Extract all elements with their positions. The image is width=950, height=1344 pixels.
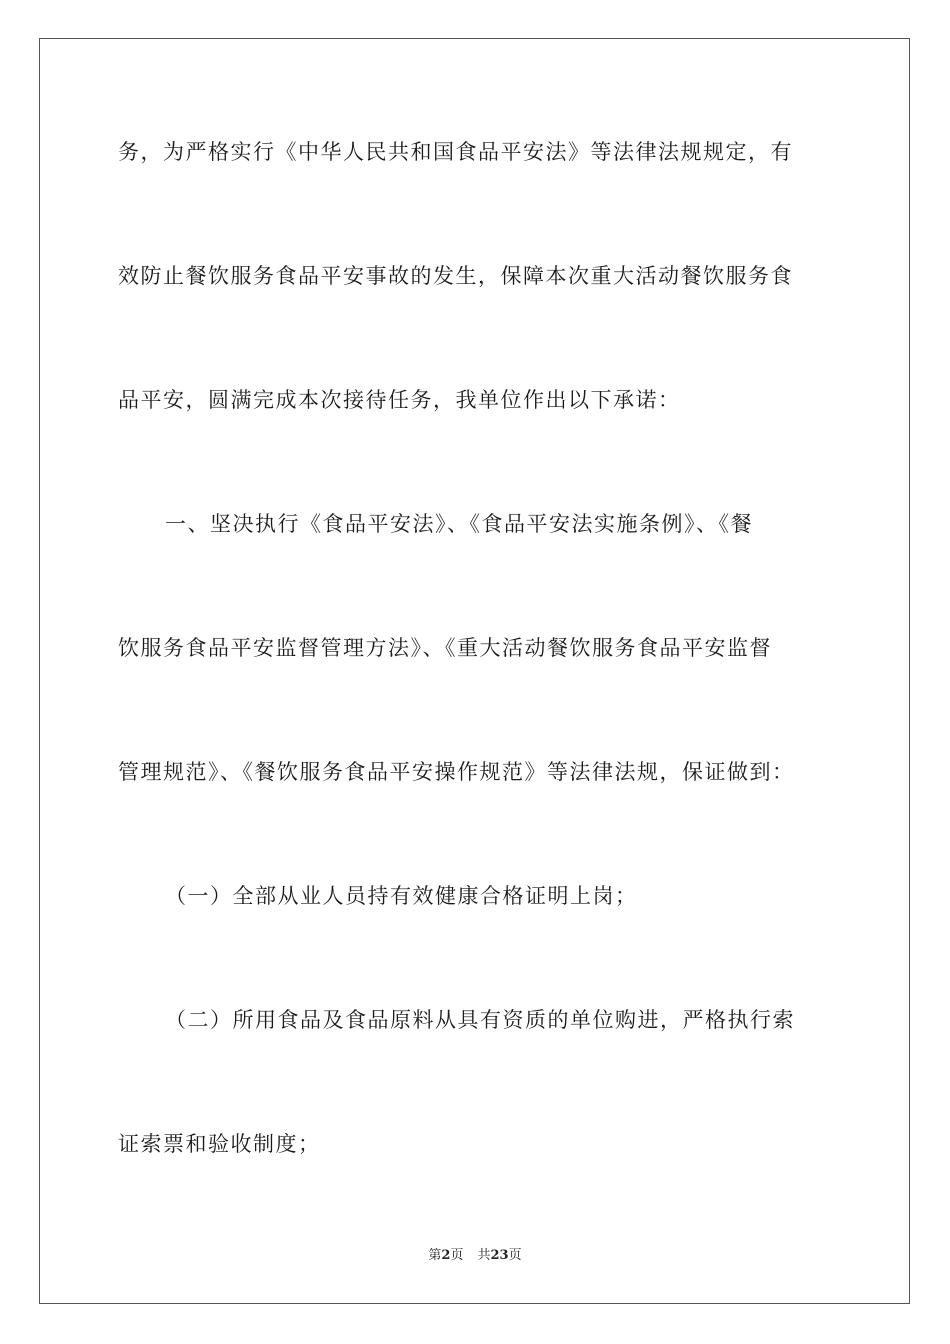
body-text-line-9: 证索票和验收制度； (118, 1132, 321, 1156)
body-text-line-7: （一）全部从业人员持有效健康合格证明上岗； (165, 884, 638, 908)
footer-total-prefix: 共 (477, 1248, 491, 1263)
footer-total-suffix: 页 (508, 1248, 522, 1263)
footer-page-prefix: 第 (428, 1248, 442, 1263)
body-text-line-8: （二）所用食品及食品原料从具有资质的单位购进，严格执行索 (165, 1008, 795, 1032)
footer-page-suffix: 页 (450, 1248, 464, 1263)
footer-page-number: 2 (441, 1248, 451, 1263)
footer-total-pages: 23 (490, 1248, 509, 1263)
body-text-line-3: 品平安，圆满完成本次接待任务，我单位作出以下承诺： (118, 388, 681, 412)
page-footer (0, 1247, 950, 1265)
body-text-line-5: 饮服务食品平安监督管理方法》、《重大活动餐饮服务食品平安监督 (118, 636, 772, 660)
body-text-line-2: 效防止餐饮服务食品平安事故的发生，保障本次重大活动餐饮服务食 (118, 264, 793, 288)
body-text-line-4: 一、坚决执行《食品平安法》、《食品平安法实施条例》、《餐 (165, 512, 753, 536)
body-text-line-6: 管理规范》、《餐饮服务食品平安操作规范》等法律法规，保证做到： (118, 760, 795, 784)
page-border (39, 38, 910, 1304)
body-text-line-1: 务，为严格实行《中华人民共和国食品平安法》等法律法规规定，有 (118, 140, 793, 164)
